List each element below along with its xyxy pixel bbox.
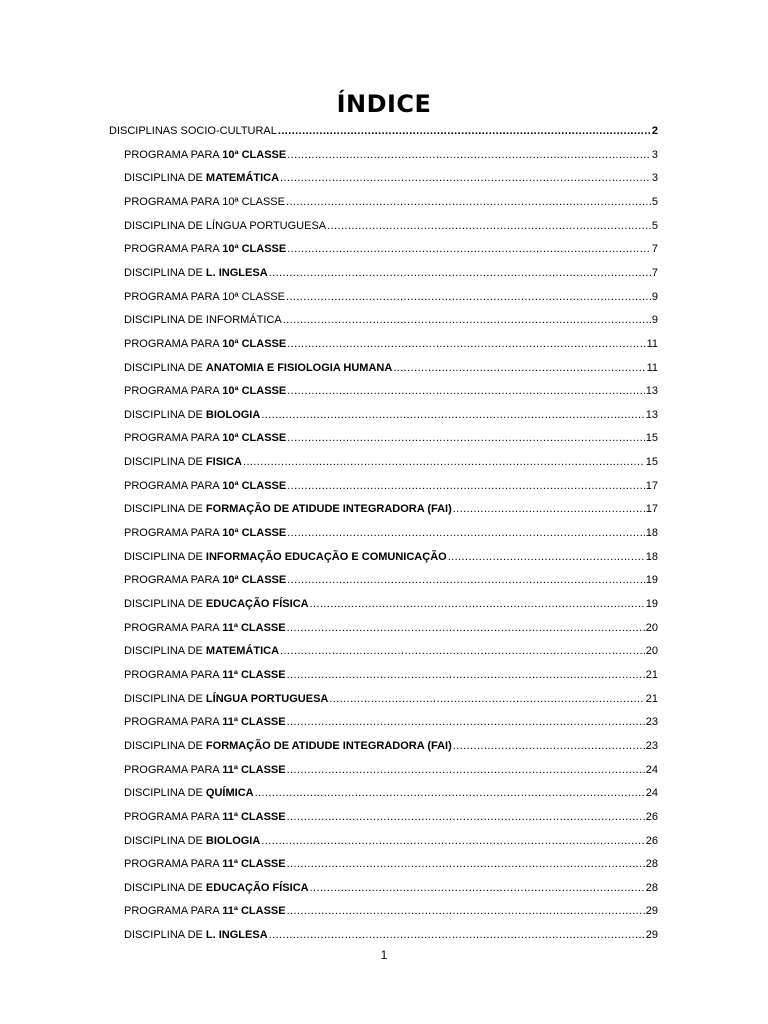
toc-dot-leader bbox=[287, 760, 645, 780]
toc-entry-title bbox=[124, 641, 279, 661]
toc-entry[interactable] bbox=[124, 854, 658, 874]
toc-entry-prefix: DISCIPLINA DE bbox=[124, 598, 206, 610]
toc-entry-emphasis: 10ª CLASSE bbox=[222, 385, 287, 398]
toc-entry[interactable] bbox=[124, 216, 658, 236]
toc-entry-emphasis: L. INGLESA bbox=[205, 929, 268, 942]
toc-entry-page: 23 bbox=[645, 739, 658, 752]
toc-entry-prefix: PROGRAMA PARA bbox=[124, 858, 223, 871]
toc-entry-emphasis: 10ª CLASSE bbox=[222, 574, 287, 587]
toc-entry-emphasis: 11ª CLASSE bbox=[222, 716, 286, 729]
toc-entry-title bbox=[124, 689, 328, 709]
toc-dot-leader bbox=[243, 452, 645, 472]
toc-entry-title bbox=[124, 287, 285, 307]
toc-entry-page: 17 bbox=[645, 479, 658, 492]
toc-entry-emphasis: EDUCAÇÃO FÍSICA bbox=[205, 598, 309, 610]
toc-entry-title bbox=[124, 594, 309, 614]
toc-dot-leader bbox=[269, 925, 645, 945]
toc-dot-leader bbox=[453, 736, 645, 756]
toc-entry-title bbox=[124, 452, 242, 472]
toc-entry-emphasis: MATEMÁTICA bbox=[205, 172, 280, 185]
toc-entry-title bbox=[124, 216, 326, 236]
toc-entry-emphasis: L. INGLESA bbox=[205, 266, 268, 279]
toc-entry-page: 17 bbox=[645, 503, 658, 516]
toc-entry-page: 26 bbox=[645, 810, 658, 823]
toc-dot-leader bbox=[287, 145, 651, 165]
toc-entry-title bbox=[124, 570, 286, 590]
toc-entry-title bbox=[124, 310, 282, 330]
toc-dot-leader bbox=[287, 618, 645, 638]
toc-entry-page: 2 bbox=[651, 125, 658, 137]
toc-entry-page: 21 bbox=[645, 692, 658, 705]
toc-dot-leader bbox=[278, 121, 651, 141]
toc-entry-page: 18 bbox=[645, 550, 658, 563]
toc-entry[interactable] bbox=[124, 618, 658, 638]
toc-entry[interactable] bbox=[109, 121, 658, 141]
toc-entry-title bbox=[124, 263, 268, 283]
toc-entry-page: 19 bbox=[645, 598, 658, 610]
toc-dot-leader bbox=[287, 901, 645, 921]
toc-entry[interactable] bbox=[124, 736, 658, 756]
toc-dot-leader bbox=[287, 712, 645, 732]
toc-entry-title bbox=[124, 381, 286, 401]
toc-entry-title bbox=[124, 428, 286, 448]
toc-entry-prefix: PROGRAMA PARA bbox=[124, 716, 223, 729]
toc-entry-emphasis: LÍNGUA PORTUGUESA bbox=[205, 692, 329, 705]
toc-dot-leader bbox=[310, 878, 645, 898]
toc-entry-title bbox=[124, 145, 286, 165]
toc-entry-page: 29 bbox=[645, 929, 658, 942]
toc-entry-prefix: DISCIPLINA DE bbox=[124, 929, 206, 942]
toc-entry[interactable] bbox=[124, 499, 658, 519]
toc-entry-emphasis: 11ª CLASSE bbox=[222, 905, 286, 918]
toc-entry-prefix: DISCIPLINAS SOCIO-CULTURAL bbox=[109, 125, 277, 137]
toc-entry[interactable] bbox=[124, 334, 658, 354]
toc-entry-emphasis: FORMAÇÃO DE ATIDUDE INTEGRADORA (FAI) bbox=[205, 503, 452, 516]
toc-entry-prefix: PROGRAMA PARA 10ª CLASSE bbox=[124, 195, 285, 208]
toc-entry-prefix: DISCIPLINA DE bbox=[124, 172, 206, 185]
toc-dot-leader bbox=[280, 641, 645, 661]
toc-dot-leader bbox=[287, 476, 645, 496]
toc-entry-emphasis: 11ª CLASSE bbox=[222, 810, 286, 823]
toc-dot-leader bbox=[261, 831, 644, 851]
toc-entry-emphasis: MATEMÁTICA bbox=[205, 645, 280, 658]
toc-dot-leader bbox=[280, 168, 651, 188]
toc-entry-prefix: PROGRAMA PARA bbox=[124, 810, 223, 823]
toc-entry-page: 3 bbox=[651, 172, 658, 185]
toc-entry-prefix: DISCIPLINA DE bbox=[124, 361, 206, 374]
toc-entry-title bbox=[124, 523, 286, 543]
toc-entry-prefix: PROGRAMA PARA bbox=[124, 905, 223, 918]
toc-entry[interactable] bbox=[124, 287, 658, 307]
toc-entry-page: 9 bbox=[651, 314, 658, 327]
toc-entry-prefix: PROGRAMA PARA bbox=[124, 763, 223, 776]
toc-entry-emphasis: EDUCAÇÃO FÍSICA bbox=[205, 881, 309, 894]
toc-entry[interactable] bbox=[124, 760, 658, 780]
toc-entry-prefix: DISCIPLINA DE bbox=[124, 503, 206, 516]
toc-entry-emphasis: ANATOMIA E FISIOLOGIA HUMANA bbox=[205, 361, 393, 374]
toc-entry-emphasis: 11ª CLASSE bbox=[222, 621, 286, 634]
toc-entry-page: 24 bbox=[645, 763, 658, 776]
toc-entry-emphasis: 11ª CLASSE bbox=[222, 858, 286, 871]
toc-entry-title bbox=[124, 334, 286, 354]
toc-entry-page: 18 bbox=[645, 527, 658, 540]
toc-entry-title bbox=[109, 121, 277, 141]
toc-entry-emphasis: 10ª CLASSE bbox=[222, 243, 287, 256]
toc-entry[interactable] bbox=[124, 570, 658, 590]
toc-entry-title bbox=[124, 358, 392, 378]
toc-entry-title bbox=[124, 831, 260, 851]
toc-entry-page: 15 bbox=[645, 432, 658, 445]
toc-entry-prefix: PROGRAMA PARA bbox=[124, 479, 223, 492]
toc-entry-prefix: DISCIPLINA DE bbox=[124, 266, 206, 279]
toc-entry-page: 29 bbox=[645, 905, 658, 918]
toc-entry-prefix: PROGRAMA PARA bbox=[124, 385, 223, 398]
toc-entry[interactable] bbox=[124, 476, 658, 496]
toc-entry[interactable] bbox=[124, 547, 658, 567]
toc-entry-emphasis: FORMAÇÃO DE ATIDUDE INTEGRADORA (FAI) bbox=[205, 739, 452, 752]
toc-entry-prefix: DISCIPLINA DE bbox=[124, 834, 206, 847]
toc-entry[interactable] bbox=[124, 192, 658, 212]
toc-dot-leader bbox=[269, 263, 651, 283]
toc-entry-page: 28 bbox=[645, 858, 658, 871]
toc-entry[interactable] bbox=[124, 523, 658, 543]
toc-entry[interactable] bbox=[124, 925, 658, 945]
toc-dot-leader bbox=[287, 807, 645, 827]
toc-entry-title bbox=[124, 618, 286, 638]
toc-dot-leader bbox=[286, 287, 651, 307]
toc-entry-prefix: DISCIPLINA DE bbox=[124, 550, 206, 563]
toc-entry-prefix: PROGRAMA PARA bbox=[124, 621, 223, 634]
toc-entry-page: 5 bbox=[651, 195, 658, 208]
toc-entry[interactable] bbox=[124, 783, 658, 803]
toc-entry-page: 7 bbox=[651, 243, 658, 256]
toc-entry-emphasis: INFORMAÇÃO EDUCAÇÃO E COMUNICAÇÃO bbox=[205, 550, 447, 563]
toc-entry[interactable] bbox=[124, 263, 658, 283]
toc-entry-page: 21 bbox=[645, 668, 658, 681]
toc-entry-page: 11 bbox=[646, 337, 658, 350]
toc-entry[interactable] bbox=[124, 239, 658, 259]
toc-dot-leader bbox=[287, 523, 645, 543]
toc-entry-page: 7 bbox=[651, 266, 658, 279]
toc-dot-leader bbox=[287, 381, 645, 401]
toc-entry-emphasis: 10ª CLASSE bbox=[222, 337, 287, 350]
toc-dot-leader bbox=[287, 428, 645, 448]
toc-entry[interactable] bbox=[124, 594, 658, 614]
toc-entry-title bbox=[124, 925, 268, 945]
toc-dot-leader bbox=[287, 665, 645, 685]
toc-entry-page: 24 bbox=[645, 787, 658, 800]
toc-dot-leader bbox=[453, 499, 645, 519]
toc-entry-title bbox=[124, 665, 286, 685]
toc-entry-title bbox=[124, 547, 447, 567]
toc-entry-title bbox=[124, 760, 286, 780]
toc-entry[interactable] bbox=[124, 428, 658, 448]
toc-entry-emphasis: 10ª CLASSE bbox=[222, 527, 287, 540]
toc-dot-leader bbox=[327, 216, 651, 236]
toc-entry-title bbox=[124, 854, 286, 874]
toc-entry-prefix: DISCIPLINA DE bbox=[124, 456, 206, 469]
toc-dot-leader bbox=[287, 239, 651, 259]
toc-entry-prefix: DISCIPLINA DE bbox=[124, 881, 206, 894]
toc-entry[interactable] bbox=[124, 310, 658, 330]
toc-entry-emphasis: 11ª CLASSE bbox=[222, 668, 286, 681]
toc-entry-page: 15 bbox=[645, 456, 658, 469]
toc-entry-emphasis: 10ª CLASSE bbox=[222, 148, 287, 161]
toc-entry-prefix: DISCIPLINA DE LÍNGUA PORTUGUESA bbox=[124, 219, 327, 232]
toc-entry-emphasis: QUÍMICA bbox=[205, 787, 254, 800]
toc-entry[interactable] bbox=[124, 689, 658, 709]
toc-dot-leader bbox=[287, 570, 645, 590]
toc-entry-title bbox=[124, 736, 452, 756]
toc-entry[interactable] bbox=[124, 168, 658, 188]
toc-entry-prefix: PROGRAMA PARA bbox=[124, 527, 223, 540]
toc-entry-prefix: PROGRAMA PARA bbox=[124, 574, 223, 587]
toc-entry-page: 13 bbox=[645, 385, 658, 398]
toc-entry-emphasis: 10ª CLASSE bbox=[222, 479, 287, 492]
toc-entry-page: 20 bbox=[645, 645, 658, 658]
toc-entry-prefix: PROGRAMA PARA bbox=[124, 337, 223, 350]
toc-dot-leader bbox=[287, 334, 645, 354]
toc-entry[interactable] bbox=[124, 381, 658, 401]
toc-entry-title bbox=[124, 783, 254, 803]
toc-entry[interactable] bbox=[124, 665, 658, 685]
toc-dot-leader bbox=[286, 192, 651, 212]
toc-dot-leader bbox=[310, 594, 645, 614]
toc-entry-title bbox=[124, 901, 286, 921]
toc-entry-page: 3 bbox=[651, 148, 658, 161]
toc-entry[interactable] bbox=[124, 641, 658, 661]
toc-dot-leader bbox=[393, 358, 645, 378]
toc-entry-prefix: PROGRAMA PARA bbox=[124, 148, 223, 161]
toc-entry-emphasis: 10ª CLASSE bbox=[222, 432, 287, 445]
toc-entry-emphasis: BIOLOGIA bbox=[205, 834, 261, 847]
toc-entry-page: 23 bbox=[645, 716, 658, 729]
toc-entry-prefix: DISCIPLINA DE bbox=[124, 408, 206, 421]
toc-entry-title bbox=[124, 168, 279, 188]
toc-entry[interactable] bbox=[124, 452, 658, 472]
toc-entry[interactable] bbox=[124, 831, 658, 851]
toc-entry-title bbox=[124, 878, 309, 898]
toc-entry-page: 26 bbox=[645, 834, 658, 847]
toc-entry-title bbox=[124, 499, 452, 519]
toc-entry-prefix: DISCIPLINA DE bbox=[124, 692, 206, 705]
toc-entry-title bbox=[124, 712, 286, 732]
toc-dot-leader bbox=[283, 310, 651, 330]
toc-entry-title bbox=[124, 239, 286, 259]
toc-entry-emphasis: FISICA bbox=[205, 456, 242, 469]
toc-entry[interactable] bbox=[124, 901, 658, 921]
toc-entry-page: 11 bbox=[646, 361, 658, 374]
toc-entry-page: 13 bbox=[645, 408, 658, 421]
toc-dot-leader bbox=[287, 854, 645, 874]
toc-entry-prefix: DISCIPLINA DE bbox=[124, 739, 206, 752]
toc-entry-prefix: PROGRAMA PARA 10ª CLASSE bbox=[124, 290, 285, 303]
page-title: ÍNDICE bbox=[336, 90, 432, 118]
toc-entry-emphasis: BIOLOGIA bbox=[205, 408, 261, 421]
toc-dot-leader bbox=[329, 689, 644, 709]
toc-entry-title bbox=[124, 192, 285, 212]
page-number: 1 bbox=[380, 948, 388, 962]
toc-entry-title bbox=[124, 807, 286, 827]
toc-entry[interactable] bbox=[124, 358, 658, 378]
toc-dot-leader bbox=[261, 405, 644, 425]
toc-entry-page: 28 bbox=[645, 881, 658, 894]
toc-entry-prefix: DISCIPLINA DE INFORMÁTICA bbox=[124, 314, 282, 327]
toc-entry[interactable] bbox=[124, 712, 658, 732]
toc-entry-page: 5 bbox=[651, 219, 658, 232]
toc-entry-prefix: PROGRAMA PARA bbox=[124, 243, 223, 256]
toc-dot-leader bbox=[255, 783, 645, 803]
toc-entry[interactable] bbox=[124, 807, 658, 827]
toc-entry-title bbox=[124, 476, 286, 496]
toc-entry[interactable] bbox=[124, 878, 658, 898]
toc-entry[interactable] bbox=[124, 405, 658, 425]
toc-entry-title bbox=[124, 405, 260, 425]
toc-entry-page: 20 bbox=[645, 621, 658, 634]
toc-entry-emphasis: 11ª CLASSE bbox=[222, 763, 286, 776]
toc-entry-page: 9 bbox=[651, 290, 658, 303]
toc-entry-page: 19 bbox=[645, 574, 658, 587]
toc-entry-prefix: PROGRAMA PARA bbox=[124, 432, 223, 445]
toc-entry-prefix: DISCIPLINA DE bbox=[124, 787, 206, 800]
toc-dot-leader bbox=[448, 547, 645, 567]
toc-entry[interactable] bbox=[124, 145, 658, 165]
toc-entry-prefix: DISCIPLINA DE bbox=[124, 645, 206, 658]
toc-entry-prefix: PROGRAMA PARA bbox=[124, 668, 223, 681]
